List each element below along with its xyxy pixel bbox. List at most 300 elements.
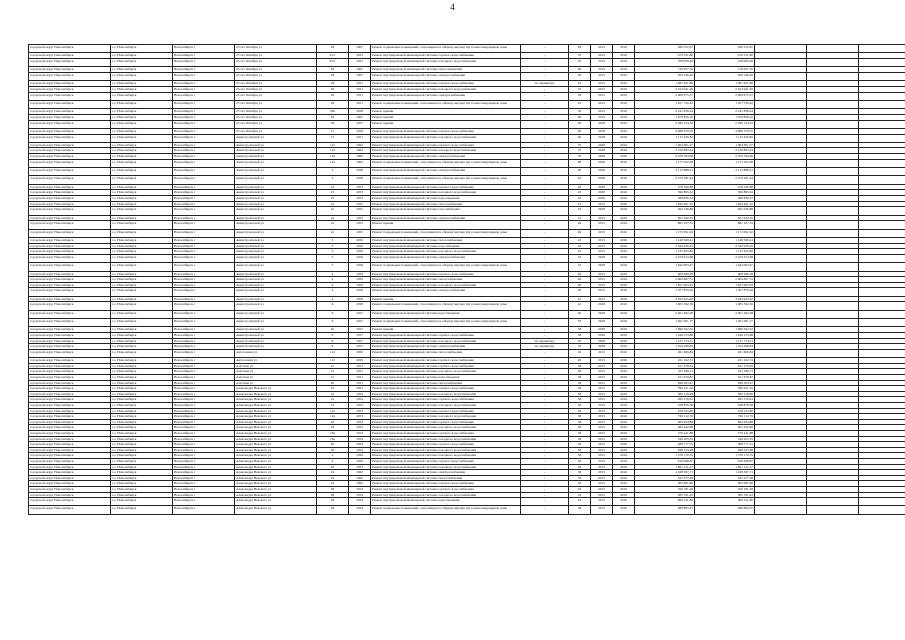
work-type-cell: Ремонт внутридомовой инженерной системы электроснабжения [371, 168, 521, 176]
table-row [29, 254, 905, 262]
municipality-cell: городской округ Новосибирск [29, 475, 111, 481]
note-cell: - [521, 168, 569, 176]
city-cell: Новосибирск г [173, 159, 235, 167]
municipality-cell: городской округ Новосибирск [29, 176, 111, 184]
build-year-cell: 1956 [349, 458, 371, 464]
build-year-cell: 1956 [349, 237, 371, 243]
year-cell: 2016 [613, 296, 635, 302]
house-number-cell: 28 [317, 506, 349, 514]
year-cell: 2016 [613, 327, 635, 333]
build-year-cell: 1953 [349, 58, 371, 66]
plan-year-cell: 2015 [591, 403, 613, 409]
cost-cell: 726 112,76 [635, 414, 695, 420]
build-year-cell: 1951 [349, 380, 371, 386]
year-cell: 2016 [613, 254, 635, 262]
year-cell: 2016 [613, 442, 635, 448]
house-number-cell: 25 [317, 190, 349, 196]
work-type-cell: Ремонт внутридомовой инженерной системы холодного водоснабжения [371, 464, 521, 470]
work-type-cell: Ремонт внутридомовой инженерной системы горячего водоснабжения [371, 81, 521, 87]
work-type-cell: Ремонт внутридомовой инженерной системы водоотведения [371, 196, 521, 202]
table-row [29, 45, 905, 53]
district-cell: г.о. Новосибирск [111, 470, 173, 476]
extra-3-cell [859, 319, 905, 327]
street-cell: Авиастроителей ул [235, 296, 317, 302]
table-row [29, 159, 905, 167]
cost-cell: 608 696,38 [635, 271, 695, 277]
year-cell: 2016 [613, 419, 635, 425]
district-cell: г.о. Новосибирск [111, 386, 173, 392]
build-year-cell: 1955 [349, 229, 371, 237]
district-cell: г.о. Новосибирск [111, 142, 173, 148]
work-type-cell: Ремонт внутридомовой инженерной системы теплоснабжения [371, 237, 521, 243]
note-cell: - [521, 475, 569, 481]
street-cell: Александра Невского ул [235, 470, 317, 476]
wear-cell: 35 [569, 344, 591, 350]
plan-year-cell: 2015 [591, 419, 613, 425]
year-cell: 2016 [613, 369, 635, 375]
build-year-cell: 1955 [349, 201, 371, 207]
total-cell: 1 172 091,92 [695, 229, 755, 237]
total-cell: 358 009,49 [695, 58, 755, 66]
wear-cell: 25 [569, 81, 591, 87]
year-cell: 2016 [613, 237, 635, 243]
year-cell: 2016 [613, 358, 635, 364]
work-type-cell: Ремонт внутридомовой инженерной системы горячего водоснабжения [371, 184, 521, 190]
city-cell: Новосибирск г [173, 375, 235, 381]
cost-cell: 484 264,88 [635, 419, 695, 425]
street-cell: Авиастроителей ул [235, 221, 317, 229]
plan-year-cell: 2015 [591, 430, 613, 436]
city-cell: Новосибирск г [173, 397, 235, 403]
year-cell: 2016 [613, 263, 635, 271]
build-year-cell: 1967 [349, 114, 371, 120]
cost-cell: 568 836,37 [635, 196, 695, 202]
work-type-cell: Ремонт внутридомовой инженерной системы холодного водоснабжения [371, 86, 521, 92]
municipality-cell: городской округ Новосибирск [29, 154, 111, 160]
street-cell: Авиастроителей ул [235, 288, 317, 296]
house-number-cell: 20 [317, 380, 349, 386]
total-cell: 2 156 893,24 [695, 148, 755, 154]
plan-year-cell: 2015 [591, 453, 613, 459]
house-number-cell: 17 [317, 128, 349, 134]
district-cell: г.о. Новосибирск [111, 53, 173, 59]
total-cell: 221 102,72 [695, 358, 755, 364]
cost-cell: 501 642,35 [635, 215, 695, 221]
cost-cell: 1 107 720,42 [635, 100, 695, 108]
street-cell: Авиастроителей ул [235, 338, 317, 344]
city-cell: Новосибирск г [173, 338, 235, 344]
district-cell: г.о. Новосибирск [111, 363, 173, 369]
year-cell: 2016 [613, 475, 635, 481]
note-cell: - [521, 333, 569, 339]
work-type-cell: Ремонт подвальных помещений, относящихся к общему имуществу в многоквартирном доме [371, 176, 521, 184]
note-cell: - [521, 470, 569, 476]
city-cell: Новосибирск г [173, 190, 235, 196]
house-number-cell: 18а [317, 436, 349, 442]
work-type-cell: Ремонт внутридомовой инженерной системы холодного водоснабжения [371, 391, 521, 397]
municipality-cell: городской округ Новосибирск [29, 470, 111, 476]
street-cell: Авиастроителей ул [235, 215, 317, 221]
total-cell: 495 376,61 [695, 397, 755, 403]
year-cell: 2016 [613, 481, 635, 487]
city-cell: Новосибирск г [173, 475, 235, 481]
street-cell: Авиастроителей ул [235, 243, 317, 249]
build-year-cell: 1956 [349, 453, 371, 459]
city-cell: Новосибирск г [173, 277, 235, 283]
build-year-cell: 1957 [349, 319, 371, 327]
total-cell: 2 078 784,69 [695, 154, 755, 160]
extra-2-cell [807, 349, 859, 357]
municipality-cell: городской округ Новосибирск [29, 148, 111, 154]
district-cell: г.о. Новосибирск [111, 120, 173, 128]
note-cell: по периметру [521, 81, 569, 87]
year-cell: 2016 [613, 310, 635, 318]
wear-cell: 56 [569, 419, 591, 425]
house-number-cell: 18 [317, 419, 349, 425]
year-cell: 2016 [613, 58, 635, 66]
extra-2-cell [807, 72, 859, 80]
year-cell: 2016 [613, 176, 635, 184]
city-cell: Новосибирск г [173, 481, 235, 487]
note-cell: - [521, 486, 569, 492]
municipality-cell: городской округ Новосибирск [29, 271, 111, 277]
district-cell: г.о. Новосибирск [111, 380, 173, 386]
municipality-cell: городской округ Новосибирск [29, 237, 111, 243]
work-type-cell: Ремонт внутридомовой инженерной системы горячего водоснабжения [371, 386, 521, 392]
house-number-cell: 2 [317, 453, 349, 459]
note-cell: - [521, 391, 569, 397]
work-type-cell: Ремонт внутридомовой инженерной системы холодного водоснабжения [371, 338, 521, 344]
district-cell: г.о. Новосибирск [111, 453, 173, 459]
work-type-cell: Ремонт подвальных помещений, относящихся к общему имуществу в многоквартирном доме [371, 302, 521, 310]
house-number-cell: 12а [317, 148, 349, 154]
year-cell: 2016 [613, 201, 635, 207]
cost-cell: 1 121 774,31 [635, 338, 695, 344]
street-cell: 25 лет Октября ул [235, 86, 317, 92]
total-cell: 1 578 170,79 [695, 453, 755, 459]
table-row [29, 288, 905, 296]
total-cell: 521 679,87 [695, 375, 755, 381]
build-year-cell: 1954 [349, 492, 371, 498]
wear-cell: 20 [569, 358, 591, 364]
house-number-cell: 29 [317, 86, 349, 92]
extra-3-cell [859, 310, 905, 318]
municipality-cell: городской округ Новосибирск [29, 134, 111, 142]
house-number-cell: 5 [317, 243, 349, 249]
street-cell: Авиастроителей ул [235, 282, 317, 288]
wear-cell: 18 [569, 92, 591, 100]
municipality-cell: городской округ Новосибирск [29, 168, 111, 176]
cost-cell: 382 219,96 [635, 391, 695, 397]
note-cell: - [521, 72, 569, 80]
total-cell: 541 677,28 [695, 475, 755, 481]
build-year-cell: 1959 [349, 277, 371, 283]
wear-cell: 50 [569, 109, 591, 115]
table-row [29, 207, 905, 215]
plan-year-cell: 2030 [591, 196, 613, 202]
district-cell: г.о. Новосибирск [111, 375, 173, 381]
wear-cell: 56 [569, 408, 591, 414]
year-cell: 2016 [613, 492, 635, 498]
note-cell: - [521, 201, 569, 207]
cost-cell: 1 491 061,77 [635, 319, 695, 327]
municipality-cell: городской округ Новосибирск [29, 486, 111, 492]
street-cell: Авиастроителей ул [235, 168, 317, 176]
wear-cell: 20 [569, 72, 591, 80]
municipality-cell: городской округ Новосибирск [29, 229, 111, 237]
wear-cell: 86 [569, 159, 591, 167]
note-cell: - [521, 442, 569, 448]
house-number-cell: 9 [317, 333, 349, 339]
plan-year-cell: 2015 [591, 81, 613, 87]
house-number-cell: 5 [317, 249, 349, 255]
work-type-cell: Ремонт внутридомовой инженерной системы горячего водоснабжения [371, 53, 521, 59]
total-cell: 579 441,88 [695, 430, 755, 436]
wear-cell: 56 [569, 403, 591, 409]
plan-year-cell: 2015 [591, 386, 613, 392]
build-year-cell: 1951 [349, 100, 371, 108]
total-cell: 2 064 867,72 [695, 277, 755, 283]
total-cell: 501 642,35 [695, 215, 755, 221]
city-cell: Новосибирск г [173, 453, 235, 459]
build-year-cell: 1954 [349, 506, 371, 514]
table-row [29, 168, 905, 176]
build-year-cell: 1953 [349, 408, 371, 414]
district-cell: г.о. Новосибирск [111, 263, 173, 271]
build-year-cell: 1957 [349, 120, 371, 128]
work-type-cell: Ремонт внутридомовой инженерной системы электроснабжения [371, 92, 521, 100]
total-cell: 849 503,47 [695, 380, 755, 386]
note-cell: - [521, 86, 569, 92]
wear-cell: 60 [569, 114, 591, 120]
plan-year-cell: 2015 [591, 288, 613, 296]
year-cell: 2016 [613, 453, 635, 459]
year-cell: 2016 [613, 470, 635, 476]
build-year-cell: 1954 [349, 486, 371, 492]
wear-cell: 38 [569, 327, 591, 333]
year-cell: 2016 [613, 45, 635, 53]
street-cell: Александра Невского ул [235, 475, 317, 481]
extra-1-cell [755, 159, 807, 167]
extra-2-cell [807, 302, 859, 310]
cost-cell: 716 657,16 [635, 67, 695, 73]
year-cell: 2016 [613, 302, 635, 310]
work-type-cell: Ремонт внутридомовой инженерной системы горячего водоснабжения [371, 442, 521, 448]
plan-year-cell: 2028 [591, 319, 613, 327]
municipality-cell: городской округ Новосибирск [29, 254, 111, 262]
work-type-cell: Ремонт внутридомовой инженерной системы горячего водоснабжения [371, 397, 521, 403]
total-cell: 1 449 153,88 [695, 333, 755, 339]
municipality-cell: городской округ Новосибирск [29, 45, 111, 53]
cost-cell: 1 990 562,52 [635, 327, 695, 333]
city-cell: Новосибирск г [173, 344, 235, 350]
build-year-cell: 1954 [349, 447, 371, 453]
year-cell: 2016 [613, 154, 635, 160]
street-cell: Александра Невского ул [235, 458, 317, 464]
municipality-cell: городской округ Новосибирск [29, 207, 111, 215]
wear-cell: 42 [569, 207, 591, 215]
year-cell: 2016 [613, 349, 635, 357]
plan-year-cell: 2015 [591, 375, 613, 381]
plan-year-cell: 2015 [591, 100, 613, 108]
table-row [29, 221, 905, 229]
extra-2-cell [807, 207, 859, 215]
extra-2-cell [807, 229, 859, 237]
district-cell: г.о. Новосибирск [111, 358, 173, 364]
house-number-cell: 9 [317, 344, 349, 350]
note-cell: - [521, 254, 569, 262]
district-cell: г.о. Новосибирск [111, 249, 173, 255]
city-cell: Новосибирск г [173, 327, 235, 333]
work-type-cell: Ремонт внутридомовой инженерной системы электроснабжения [371, 72, 521, 80]
district-cell: г.о. Новосибирск [111, 403, 173, 409]
extra-2-cell [807, 498, 859, 506]
municipality-cell: городской округ Новосибирск [29, 221, 111, 229]
cost-cell: 2 241 858,24 [635, 109, 695, 115]
street-cell: Авиастроителей ул [235, 154, 317, 160]
cost-cell: 498 323,68 [635, 447, 695, 453]
municipality-cell: городской округ Новосибирск [29, 344, 111, 350]
build-year-cell: 1951 [349, 81, 371, 87]
wear-cell: 70 [569, 142, 591, 148]
house-number-cell: 25/1 [317, 53, 349, 59]
street-cell: Авиастроителей ул [235, 237, 317, 243]
municipality-cell: городской округ Новосибирск [29, 215, 111, 221]
total-cell: 2 115 888,21 [695, 168, 755, 176]
work-type-cell: Ремонт внутридомовой инженерной системы холодного водоснабжения [371, 403, 521, 409]
table-row [29, 263, 905, 271]
municipality-cell: городской округ Новосибирск [29, 414, 111, 420]
plan-year-cell: 2015 [591, 53, 613, 59]
plan-year-cell: 2015 [591, 397, 613, 403]
total-cell: 959 546,46 [695, 72, 755, 80]
cost-cell: 3 932 925,62 [635, 296, 695, 302]
total-cell: 1 121 774,31 [695, 338, 755, 344]
total-cell: 470 531,80 [695, 53, 755, 59]
cost-cell: 2 115 888,21 [635, 168, 695, 176]
wear-cell: 70 [569, 154, 591, 160]
district-cell: г.о. Новосибирск [111, 72, 173, 80]
table-row [29, 134, 905, 142]
house-number-cell: 18а [317, 430, 349, 436]
cost-cell: 2 290 154,32 [635, 120, 695, 128]
city-cell: Новосибирск г [173, 363, 235, 369]
city-cell: Новосибирск г [173, 221, 235, 229]
total-cell: 796 421,16 [695, 386, 755, 392]
cost-cell: 1 891 121,27 [635, 464, 695, 470]
house-number-cell: 21 [317, 363, 349, 369]
year-cell: 2016 [613, 408, 635, 414]
district-cell: г.о. Новосибирск [111, 128, 173, 134]
plan-year-cell: 2028 [591, 168, 613, 176]
total-cell: 350 181,28 [695, 486, 755, 492]
district-cell: г.о. Новосибирск [111, 447, 173, 453]
cost-cell: 1 642 601,32 [635, 201, 695, 207]
total-cell: 396 895,52 [695, 190, 755, 196]
house-number-cell: 4 [317, 296, 349, 302]
plan-year-cell: 2015 [591, 221, 613, 229]
wear-cell: 56 [569, 470, 591, 476]
cost-cell: 528 876,58 [635, 403, 695, 409]
district-cell: г.о. Новосибирск [111, 45, 173, 53]
district-cell: г.о. Новосибирск [111, 506, 173, 514]
extra-2-cell [807, 221, 859, 229]
city-cell: Новосибирск г [173, 506, 235, 514]
cost-cell: 478 523,80 [635, 408, 695, 414]
note-cell: - [521, 277, 569, 283]
wear-cell: 40 [569, 288, 591, 296]
house-number-cell: 28 [317, 498, 349, 506]
house-number-cell: 28 [317, 67, 349, 73]
year-cell: 2016 [613, 190, 635, 196]
plan-year-cell: 2015 [591, 408, 613, 414]
total-cell: 2 479 613,68 [695, 254, 755, 262]
note-cell: - [521, 282, 569, 288]
district-cell: г.о. Новосибирск [111, 296, 173, 302]
table-row [29, 310, 905, 318]
note-cell: - [521, 369, 569, 375]
total-cell: 478 523,80 [695, 408, 755, 414]
year-cell: 2016 [613, 436, 635, 442]
build-year-cell: 1953 [349, 391, 371, 397]
city-cell: Новосибирск г [173, 302, 235, 310]
extra-3-cell [859, 100, 905, 108]
build-year-cell: 1953 [349, 414, 371, 420]
cost-cell: 4 086 370,55 [635, 128, 695, 134]
cost-cell: 796 421,16 [635, 386, 695, 392]
plan-year-cell: 2015 [591, 414, 613, 420]
year-cell: 2016 [613, 282, 635, 288]
note-cell: - [521, 184, 569, 190]
note-cell: - [521, 498, 569, 506]
extra-3-cell [859, 120, 905, 128]
street-cell: Александра Невского ул [235, 414, 317, 420]
work-type-cell: Ремонт внутридомовой инженерной системы теплоснабжения [371, 349, 521, 357]
street-cell: 25 лет Октября ул [235, 81, 317, 87]
extra-1-cell [755, 176, 807, 184]
total-cell: 221 278,65 [695, 363, 755, 369]
municipality-cell: городской округ Новосибирск [29, 196, 111, 202]
note-cell: - [521, 53, 569, 59]
total-cell: 2 224 941,29 [695, 86, 755, 92]
work-type-cell: Ремонт подвальных помещений, относящихся к общему имуществу в многоквартирном доме [371, 159, 521, 167]
city-cell: Новосибирск г [173, 254, 235, 262]
cost-cell: 1 449 153,88 [635, 333, 695, 339]
municipality-cell: городской округ Новосибирск [29, 302, 111, 310]
wear-cell: 40 [569, 134, 591, 142]
house-number-cell: 20 [317, 442, 349, 448]
note-cell: - [521, 134, 569, 142]
district-cell: г.о. Новосибирск [111, 430, 173, 436]
build-year-cell: 1951 [349, 375, 371, 381]
wear-cell: 83 [569, 45, 591, 53]
district-cell: г.о. Новосибирск [111, 338, 173, 344]
note-cell: по периметру [521, 344, 569, 350]
municipality-cell: городской округ Новосибирск [29, 277, 111, 283]
note-cell: - [521, 45, 569, 53]
street-cell: Авиастроителей ул [235, 142, 317, 148]
note-cell: - [521, 319, 569, 327]
year-cell: 2016 [613, 92, 635, 100]
work-type-cell: Ремонт внутридомовой инженерной системы холодного водоснабжения [371, 436, 521, 442]
cost-cell: 396 895,52 [635, 190, 695, 196]
note-cell: - [521, 447, 569, 453]
work-type-cell: Ремонт внутридомовой инженерной системы теплоснабжения [371, 475, 521, 481]
plan-year-cell: 2015 [591, 243, 613, 249]
cost-cell: 2 344 936,45 [635, 243, 695, 249]
build-year-cell: 1956 [349, 249, 371, 255]
street-cell: Александра Невского ул [235, 492, 317, 498]
